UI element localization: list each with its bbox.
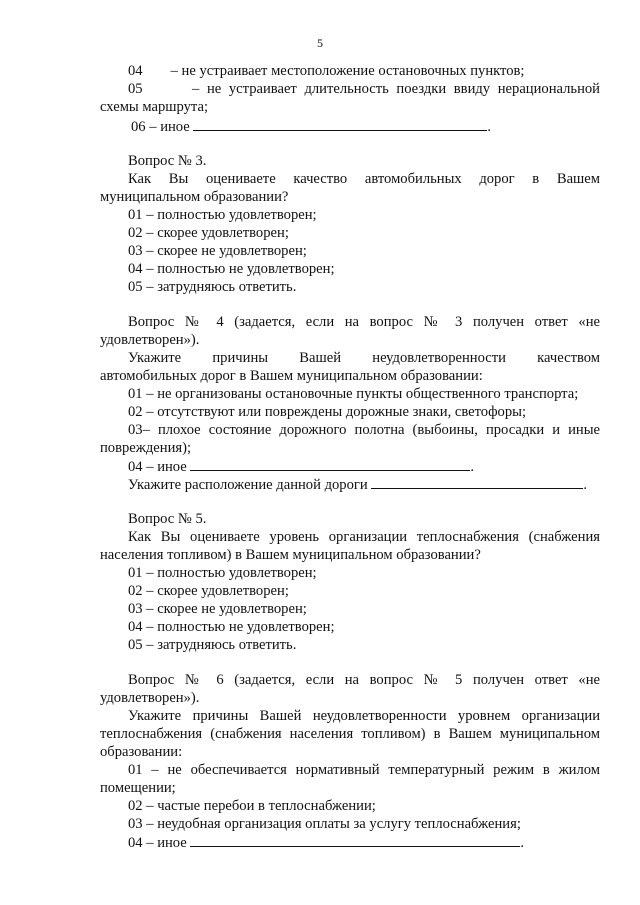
q6-option-01-line2: помещении; bbox=[100, 780, 176, 796]
q6-option-04-label: 04 – иное bbox=[128, 835, 187, 851]
q3-title: Вопрос № 3. bbox=[128, 153, 207, 169]
q6-option-04 bbox=[128, 833, 524, 852]
page-number: 5 bbox=[317, 36, 323, 50]
q4-option-02: 02 – отсутствуют или повреждены дорожные знаки, светофоры; bbox=[128, 404, 527, 420]
q3-option: 03 – скорее не удовлетворен; bbox=[128, 243, 307, 259]
q5-title: Вопрос № 5. bbox=[128, 511, 207, 527]
q6-option-01-line1: 01 – не обеспечивается нормативный температурный режим в жилом bbox=[128, 762, 600, 778]
top-option-06 bbox=[131, 117, 491, 136]
q3-option: 04 – полностью не удовлетворен; bbox=[128, 261, 335, 277]
top-option-06-blank[interactable] bbox=[193, 117, 487, 131]
top-option-05-text: – не устраивает длительность поездки ввиду нерациональной bbox=[192, 81, 600, 97]
q4-option-04-label: 04 – иное bbox=[128, 459, 187, 475]
q4-question-line2: автомобильных дорог в Вашем муниципальном образовании: bbox=[100, 368, 483, 384]
q6-option-02: 02 – частые перебои в теплоснабжении; bbox=[128, 798, 376, 814]
q5-option: 05 – затрудняюсь ответить. bbox=[128, 637, 297, 653]
q4-option-04-end: . bbox=[470, 459, 475, 475]
q4-option-03-line1: 03– плохое состояние дорожного полотна (выбоины, просадки и иные bbox=[128, 422, 600, 438]
q3-option: 01 – полностью удовлетворен; bbox=[128, 207, 317, 223]
q6-question-line2: теплоснабжения (снабжения населения топливом) в Вашем муниципальном bbox=[100, 726, 600, 742]
q4-road-end: . bbox=[583, 477, 587, 493]
q6-title-line1: Вопрос № 6 (задается, если на вопрос № 5 получен ответ «не bbox=[128, 672, 600, 688]
top-option-05-code: 05 bbox=[128, 81, 143, 97]
q5-option: 04 – полностью не удовлетворен; bbox=[128, 619, 335, 635]
q3-option: 05 – затрудняюсь ответить. bbox=[128, 279, 297, 295]
q5-option: 03 – скорее не удовлетворен; bbox=[128, 601, 307, 617]
q6-title-line2: удовлетворен»). bbox=[100, 690, 200, 706]
q4-title-line1: Вопрос № 4 (задается, если на вопрос № 3 получен ответ «не bbox=[128, 314, 600, 330]
q6-option-04-blank[interactable] bbox=[190, 833, 520, 847]
q4-road-location bbox=[128, 475, 587, 494]
q4-option-03-line2: повреждения); bbox=[100, 440, 192, 456]
q4-road-label: Укажите расположение данной дороги bbox=[128, 477, 368, 493]
q4-question-line1: Укажите причины Вашей неудовлетворенности качеством bbox=[128, 350, 600, 366]
q6-option-03: 03 – неудобная организация оплаты за услугу теплоснабжения; bbox=[128, 816, 521, 832]
q4-title-line2: удовлетворен»). bbox=[100, 332, 200, 348]
q6-option-04-end: . bbox=[520, 835, 525, 851]
q4-option-01: 01 – не организованы остановочные пункты общественного транспорта; bbox=[128, 386, 579, 402]
q6-question-line1: Укажите причины Вашей неудовлетворенности уровнем организации bbox=[128, 708, 600, 724]
q5-option: 02 – скорее удовлетворен; bbox=[128, 583, 289, 599]
q6-question-line3: образовании: bbox=[100, 744, 183, 760]
q5-question-line1: Как Вы оцениваете уровень организации теплоснабжения (снабжения bbox=[128, 529, 600, 545]
q5-option: 01 – полностью удовлетворен; bbox=[128, 565, 317, 581]
q4-option-04-blank[interactable] bbox=[190, 457, 470, 471]
q3-option: 02 – скорее удовлетворен; bbox=[128, 225, 289, 241]
top-option-04-code: 04 bbox=[128, 63, 143, 79]
q3-question-line2: муниципальном образовании? bbox=[100, 189, 289, 205]
top-option-05 bbox=[128, 80, 600, 98]
top-option-04 bbox=[128, 62, 524, 80]
q3-question-line1: Как Вы оцениваете качество автомобильных дорог в Вашем bbox=[128, 171, 600, 187]
q4-road-blank[interactable] bbox=[371, 475, 583, 489]
q4-option-04 bbox=[128, 457, 474, 476]
top-option-05-cont: схемы маршрута; bbox=[100, 99, 209, 115]
q5-question-line2: населения топливом) в Вашем муниципальном образовании? bbox=[100, 547, 481, 563]
top-option-06-label: 06 – иное bbox=[131, 119, 190, 135]
top-option-04-text: – не устраивает местоположение остановочных пунктов; bbox=[170, 63, 525, 79]
top-option-06-end: . bbox=[487, 119, 492, 135]
